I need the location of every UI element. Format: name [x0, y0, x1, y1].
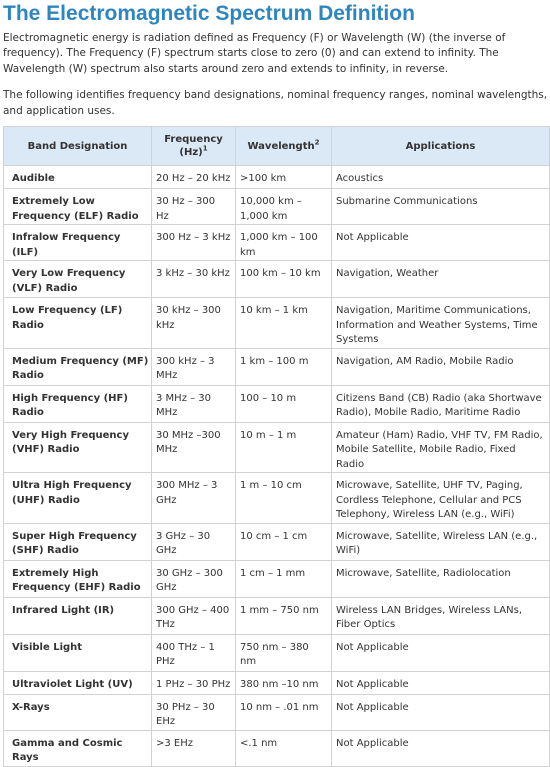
cell-band: Extremely High Frequency (EHF) Radio — [4, 560, 152, 597]
cell-band: Ultra High Frequency (UHF) Radio — [4, 473, 152, 524]
cell-band: Medium Frequency (MF) Radio — [4, 348, 152, 385]
table-row — [4, 189, 550, 225]
table-row — [4, 422, 550, 473]
cell-applications: Not Applicable — [332, 694, 550, 730]
cell-applications: Microwave, Satellite, Radiolocation — [332, 560, 550, 597]
cell-frequency: 400 THz – 1 PHz — [152, 634, 236, 671]
cell-wavelength: 100 – 10 m — [236, 385, 332, 422]
cell-frequency: 3 GHz – 30 GHz — [152, 523, 236, 560]
cell-wavelength: 10 cm – 1 cm — [236, 523, 332, 560]
cell-band: Visible Light — [4, 634, 152, 671]
table-row — [4, 166, 550, 189]
cell-applications: Citizens Band (CB) Radio (aka Shortwave Radio), Mobile Radio, Maritime Radio — [332, 385, 550, 422]
cell-wavelength: 10 km – 1 km — [236, 298, 332, 349]
cell-wavelength: 1 m – 10 cm — [236, 473, 332, 524]
table-lead-paragraph: The following identifies frequency band designations, nominal frequency ranges, nominal wavelengths, and application uses. — [3, 89, 548, 117]
header-wavelength: Wavelength$^2$ — [236, 127, 332, 166]
table-row — [4, 298, 550, 349]
cell-band: Low Frequency (LF) Radio — [4, 298, 152, 349]
spectrum-table — [3, 126, 550, 767]
table-row — [4, 261, 550, 298]
cell-applications: Navigation, Maritime Communications, Information and Weather Systems, Time Systems — [332, 298, 550, 349]
intro-paragraph: Electromagnetic energy is radiation defined as Frequency (F) or Wavelength (W) (the inverse of frequency). The Frequency (F) spectrum starts close to zero (0) and can extend to infinity. The Wavelength (W) spectrum also starts around zero and extends to infinity, in reverse. — [3, 32, 506, 75]
cell-band: High Frequency (HF) Radio — [4, 385, 152, 422]
cell-applications: Acoustics — [332, 166, 550, 189]
table-row — [4, 385, 550, 422]
cell-applications: Navigation, AM Radio, Mobile Radio — [332, 348, 550, 385]
cell-frequency: 300 GHz – 400 THz — [152, 597, 236, 634]
cell-wavelength: <.1 nm — [236, 730, 332, 766]
cell-wavelength: 1 km – 100 m — [236, 348, 332, 385]
table-header-row — [4, 127, 550, 166]
cell-band: Audible — [4, 166, 152, 189]
cell-wavelength: >100 km — [236, 166, 332, 189]
cell-frequency: 300 MHz – 3 GHz — [152, 473, 236, 524]
cell-frequency: 30 PHz – 30 EHz — [152, 694, 236, 730]
cell-frequency: 300 kHz – 3 MHz — [152, 348, 236, 385]
cell-band: Very Low Frequency (VLF) Radio — [4, 261, 152, 298]
cell-wavelength: 10 m – 1 m — [236, 422, 332, 473]
cell-applications: Amateur (Ham) Radio, VHF TV, FM Radio, Mobile Satellite, Mobile Radio, Fixed Radio — [332, 422, 550, 473]
table-row — [4, 473, 550, 524]
cell-frequency: 30 GHz – 300 GHz — [152, 560, 236, 597]
cell-applications: Not Applicable — [332, 225, 550, 261]
cell-applications: Navigation, Weather — [332, 261, 550, 298]
cell-band: Very High Frequency (VHF) Radio — [4, 422, 152, 473]
table-row — [4, 634, 550, 671]
table-row — [4, 730, 550, 766]
cell-wavelength: 1,000 km – 100 km — [236, 225, 332, 261]
cell-band: Ultraviolet Light (UV) — [4, 671, 152, 694]
cell-applications: Wireless LAN Bridges, Wireless LANs, Fiber Optics — [332, 597, 550, 634]
table-row — [4, 597, 550, 634]
cell-applications: Not Applicable — [332, 634, 550, 671]
table-row — [4, 560, 550, 597]
cell-frequency: 3 kHz – 30 kHz — [152, 261, 236, 298]
cell-wavelength: 10,000 km – 1,000 km — [236, 189, 332, 225]
cell-band: X-Rays — [4, 694, 152, 730]
table-body — [4, 166, 550, 767]
cell-applications: Not Applicable — [332, 730, 550, 766]
table-row — [4, 694, 550, 730]
cell-band: Super High Frequency (SHF) Radio — [4, 523, 152, 560]
cell-wavelength: 100 km – 10 km — [236, 261, 332, 298]
cell-wavelength: 1 cm – 1 mm — [236, 560, 332, 597]
cell-applications: Not Applicable — [332, 671, 550, 694]
header-frequency: Frequency $(Hz)^1$ — [152, 127, 236, 166]
cell-frequency: 1 PHz – 30 PHz — [152, 671, 236, 694]
cell-applications: Microwave, Satellite, Wireless LAN (e.g., WiFi) — [332, 523, 550, 560]
cell-band: Infralow Frequency (ILF) — [4, 225, 152, 261]
cell-wavelength: 10 nm – .01 nm — [236, 694, 332, 730]
cell-wavelength: 380 nm –10 nm — [236, 671, 332, 694]
cell-wavelength: 1 mm – 750 nm — [236, 597, 332, 634]
cell-wavelength: 750 nm – 380 nm — [236, 634, 332, 671]
table-row — [4, 348, 550, 385]
cell-frequency: >3 EHz — [152, 730, 236, 766]
header-band-designation: Band Designation — [4, 127, 152, 166]
table-row — [4, 523, 550, 560]
cell-frequency: 30 MHz –300 MHz — [152, 422, 236, 473]
cell-frequency: 30 Hz – 300 Hz — [152, 189, 236, 225]
page-title: The Electromagnetic Spectrum Definition — [3, 2, 415, 25]
cell-band: Infrared Light (IR) — [4, 597, 152, 634]
cell-applications: Microwave, Satellite, UHF TV, Paging, Cordless Telephone, Cellular and PCS Telephony, Wireless LAN (e.g., WiFi) — [332, 473, 550, 524]
cell-frequency: 20 Hz – 20 kHz — [152, 166, 236, 189]
header-applications: Applications — [332, 127, 550, 166]
table-row — [4, 671, 550, 694]
cell-frequency: 30 kHz – 300 kHz — [152, 298, 236, 349]
table-row — [4, 225, 550, 261]
cell-applications: Submarine Communications — [332, 189, 550, 225]
cell-band: Gamma and Cosmic Rays — [4, 730, 152, 766]
cell-band: Extremely Low Frequency (ELF) Radio — [4, 189, 152, 225]
cell-frequency: 300 Hz – 3 kHz — [152, 225, 236, 261]
cell-frequency: 3 MHz – 30 MHz — [152, 385, 236, 422]
